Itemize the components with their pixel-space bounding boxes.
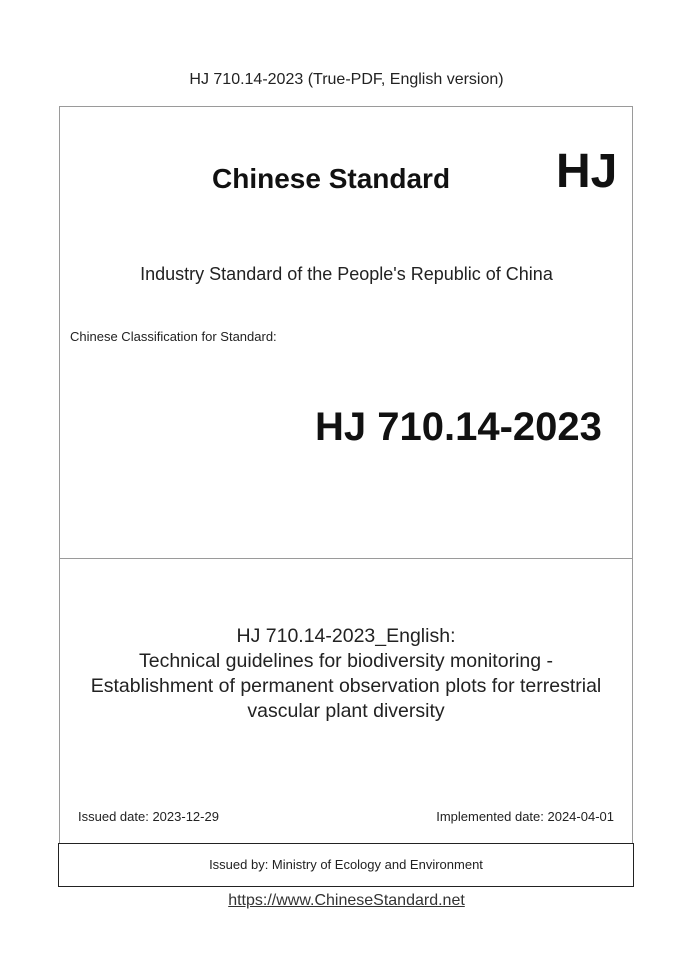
implemented-date: Implemented date: 2024-04-01 <box>436 809 614 824</box>
standard-code-mark: HJ <box>556 145 618 198</box>
website-link[interactable]: https://www.ChineseStandard.net <box>228 892 465 909</box>
issuer-box: Issued by: Ministry of Ecology and Environment <box>58 843 634 887</box>
classification-label: Chinese Classification for Standard: <box>70 329 277 344</box>
issued-date: Issued date: 2023-12-29 <box>78 809 219 824</box>
description-line-4: vascular plant diversity <box>247 700 445 722</box>
document-header: HJ 710.14-2023 (True-PDF, English version) <box>189 71 504 88</box>
description-line-3: Establishment of permanent observation plots for terrestrial <box>90 675 602 697</box>
standard-number: HJ 710.14-2023 <box>315 405 602 449</box>
standard-description <box>59 624 633 724</box>
description-line-2: Technical guidelines for biodiversity monitoring - <box>138 650 554 672</box>
industry-standard-line: Industry Standard of the People's Republic of China <box>140 264 553 284</box>
description-line-1: HJ 710.14-2023_English: <box>236 625 456 647</box>
standard-title: Chinese Standard <box>212 163 451 194</box>
